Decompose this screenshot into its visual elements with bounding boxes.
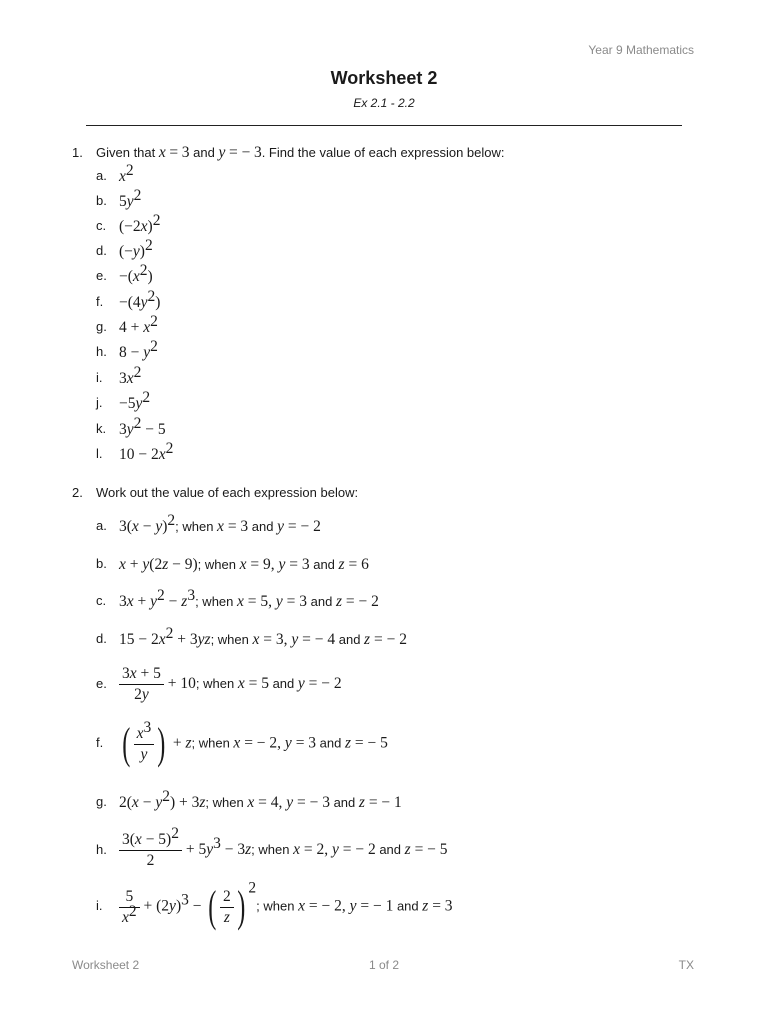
list-item: a. $3(x - y)^2$; when x = 3 and y = − 2 <box>96 512 321 535</box>
list-item: c. $(-2x)^2$ <box>96 212 161 235</box>
divider <box>86 125 682 126</box>
question-number: 2. <box>72 485 83 500</box>
list-item: h. $8 - y^2$ <box>96 338 158 361</box>
question-1: 1. Given that x = 3 and y = − 3. Find the value of each expression below: <box>72 144 505 161</box>
list-item: i. $\frac{5}{x^2}$ + $(2y)^3$ − ( $\frac{2}{z}$ ) $^2$; when x = − 2, y = − 1 and z = 3 <box>96 879 453 931</box>
list-item: k. $3y^2 - 5$ <box>96 415 166 438</box>
list-item: b. $5y^2$ <box>96 187 142 210</box>
list-item: g. $4 + x^2$ <box>96 313 158 336</box>
list-item: i. $3x^2$ <box>96 364 142 387</box>
question-text-part: Given that <box>96 145 159 160</box>
page-title: Worksheet 2 <box>330 68 438 88</box>
list-item: e. $-(x^2)$ <box>96 262 153 285</box>
list-item: d. $(-y)^2$ <box>96 237 153 260</box>
page-subtitle: Ex 2.1 - 2.2 <box>353 96 415 110</box>
list-item: f. ( $\frac{x^3}{y}$ ) + z; when x = − 2, y = 3 and z = − 5 <box>96 718 388 768</box>
question-text-part: and <box>189 145 219 160</box>
question-2 <box>72 485 358 500</box>
list-item: l. $10 - 2x^2$ <box>96 440 174 463</box>
list-item: f. $-(4y^2)$ <box>96 288 161 311</box>
list-item: h. $\frac{3(x - 5)^2}{2}$ + $5y^3 - 3z$; when x = 2, y = − 2 and z = − 5 <box>96 825 448 869</box>
list-item: d. $15 - 2x^2 + 3yz$; when x = 3, y = − 4 and z = − 2 <box>96 625 407 648</box>
list-item: c. $3x + y^2 - z^3$; when x = 5, y = 3 and z = − 2 <box>96 587 379 610</box>
list-item: a. $x^2$ <box>96 162 134 185</box>
list-item: e. $\frac{3x + 5}{2y}$ + 10; when x = 5 and y = − 2 <box>96 665 342 703</box>
list-item: g. $2(x - y^2) + 3z$; when x = 4, y = − 3 and z = − 1 <box>96 788 402 811</box>
list-item: j. $-5y^2$ <box>96 389 151 412</box>
list-item: b. x + y(2z − 9); when x = 9, y = 3 and z = 6 <box>96 556 369 573</box>
question-number: 1. <box>72 145 83 160</box>
footer-page: 1 of 2 <box>368 958 400 972</box>
question-text-part: . Find the value of each expression below: <box>261 145 505 160</box>
footer-left: Worksheet 2 <box>72 958 140 972</box>
question-text: Work out the value of each expression below: <box>96 485 359 500</box>
footer-right: TX <box>678 958 694 972</box>
course-label: Year 9 Mathematics <box>588 43 694 57</box>
